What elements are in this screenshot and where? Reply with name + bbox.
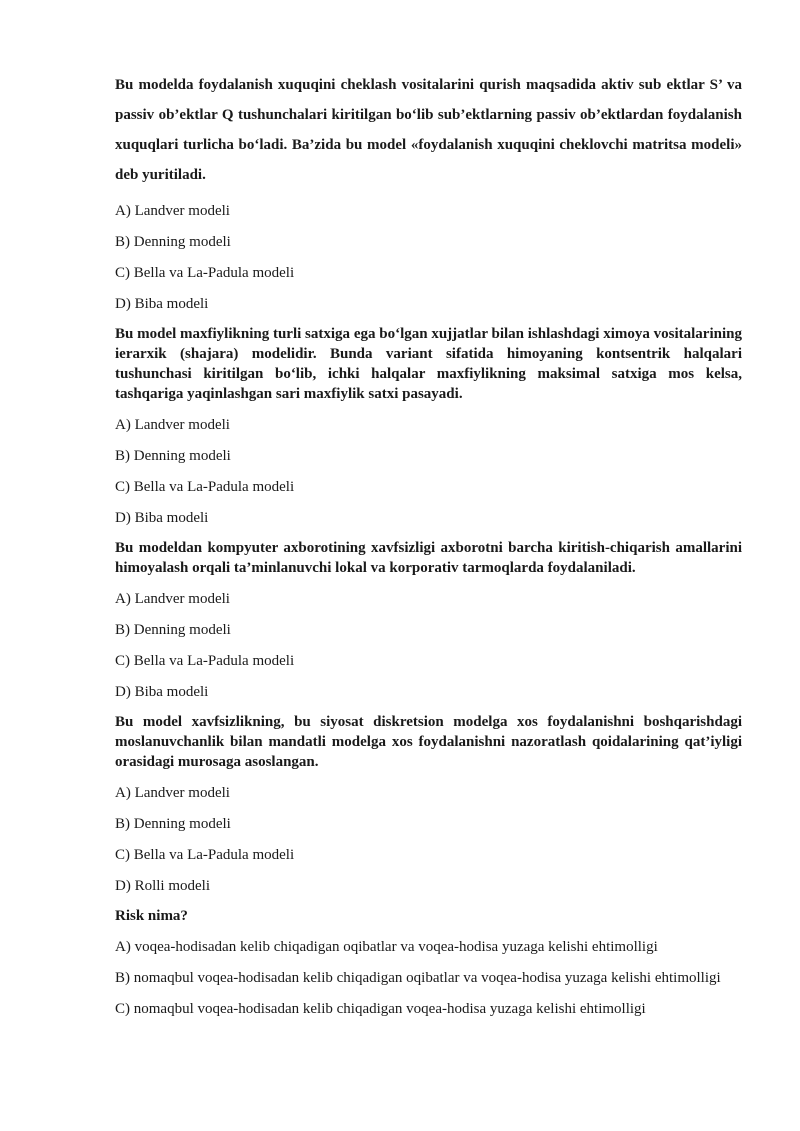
question-2-option-c: C) Bella va La-Padula modeli [115,479,295,495]
question-4-option-a: A) Landver modeli [115,785,230,801]
question-5-text: Risk nima? [115,908,188,924]
question-5-option-b: B) nomaqbul voqea-hodisadan kelib chiqadigan oqibatlar va voqea-hodisa yuzaga kelishi ehtimolligi [115,970,721,986]
question-4-option-b: B) Denning modeli [115,816,231,832]
question-4-option-c: C) Bella va La-Padula modeli [115,847,295,863]
question-2-option-b: B) Denning modeli [115,448,231,464]
question-4-text: Bu model xavfsizlikning, bu siyosat diskretsion modelga xos foydalanishni boshqarishdagi moslanuvchanlik bilan mandatli modelga xos foydalanishni nazoratlash qoidalarining qat’iyligi orasidagi murosaga asoslangan. [115,714,742,770]
question-5-option-c: C) nomaqbul voqea-hodisadan kelib chiqadigan voqea-hodisa yuzaga kelishi ehtimolligi [115,1001,646,1017]
question-1-option-a: A) Landver modeli [115,203,230,219]
question-3-option-c: C) Bella va La-Padula modeli [115,653,295,669]
question-3-text: Bu modeldan kompyuter axborotining xavfsizligi axborotni barcha kiritish-chiqarish amallarini himoyalash orqali ta’minlanuvchi lokal va korporativ tarmoqlarda foydalaniladi. [115,540,742,576]
question-1-text: Bu modelda foydalanish xuquqini cheklash vositalarini qurish maqsadida aktiv sub ektlar S’ va passiv ob’ektlar Q tushunchalari kiritilgan bo‘lib sub’ektlarning passiv ob’ektlardan foydalanish xuquqlari turlicha bo‘ladi. Ba’zida bu model «foydalanish xuquqini cheklovchi matritsa modeli» deb yuritiladi. [115,77,742,183]
question-2-option-d: D) Biba modeli [115,510,209,526]
question-3-option-d: D) Biba modeli [115,684,209,700]
question-1-option-c: C) Bella va La-Padula modeli [115,265,295,281]
question-3-option-a: A) Landver modeli [115,591,230,607]
question-4-option-d: D) Rolli modeli [115,878,210,894]
question-1-option-b: B) Denning modeli [115,234,231,250]
question-2-text: Bu model maxfiylikning turli satxiga ega bo‘lgan xujjatlar bilan ishlashdagi ximoya vositalarining ierarxik (shajara) modelidir. Bunda variant sifatida himoyaning kontsentrik halqalari tushunchasi kiritilgan bo‘lib, ichki halqalar maxfiylikning maksimal satxiga mos kelsa, tashqariga yaqinlashgan sari maxfiylik satxi pasayadi. [115,326,742,402]
question-3-option-b: B) Denning modeli [115,622,231,638]
question-2-option-a: A) Landver modeli [115,417,230,433]
question-1-option-d: D) Biba modeli [115,296,209,312]
question-5-option-a: A) voqea-hodisadan kelib chiqadigan oqibatlar va voqea-hodisa yuzaga kelishi ehtimolligi [115,939,658,955]
